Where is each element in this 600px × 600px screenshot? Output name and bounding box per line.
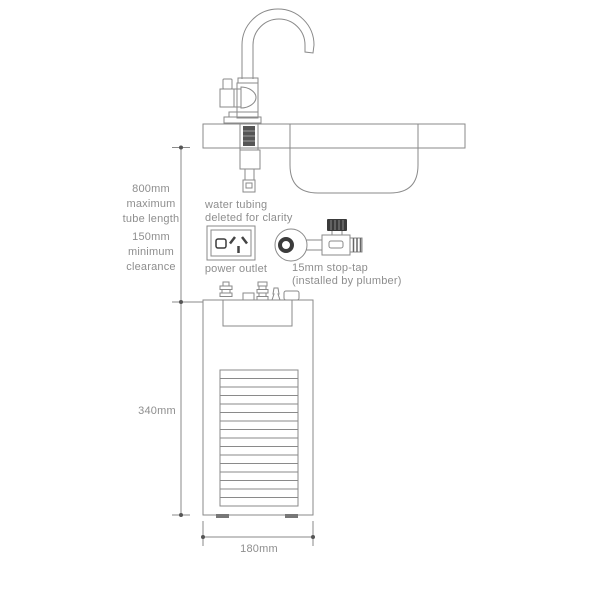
vent-grille (220, 370, 298, 506)
tubing-note-line2: deleted for clarity (205, 212, 293, 224)
tap-collar (238, 78, 258, 83)
chiller-foot-right (285, 514, 298, 518)
unit-width-label: 180mm (240, 543, 278, 555)
stop-tap-knob (327, 219, 347, 231)
gooseneck-tap-icon (220, 9, 314, 123)
min-clearance-line1: 150mm (132, 231, 170, 243)
tap-base-plate (229, 112, 258, 117)
tubing-note-line1: water tubing (205, 199, 268, 211)
stop-tap-valve-body (322, 235, 350, 255)
tap-undersink-connector (240, 123, 260, 192)
min-clearance-line2: minimum (127, 246, 174, 258)
power-outlet-label: power outlet (204, 263, 268, 275)
power-outlet-icon (207, 226, 255, 260)
min-clearance-label (112, 230, 190, 275)
connector-end (243, 180, 255, 192)
max-tube-length-label (112, 182, 190, 227)
sink-bowl-icon (290, 124, 418, 193)
connector-box (240, 150, 260, 169)
stop-tap-label-line1: 15mm stop-tap (292, 262, 368, 274)
stop-tap-label-line2: (installed by plumber) (292, 275, 402, 287)
max-tube-length-line2: maximum (126, 198, 176, 210)
countertop (203, 124, 465, 148)
max-tube-length-line1: 800mm (132, 183, 170, 195)
outlet-slots (230, 237, 247, 253)
tap-handle-tab (223, 79, 232, 89)
stop-tap-icon (275, 219, 362, 261)
gooseneck-spout (242, 9, 314, 79)
chiller-top-fittings (220, 282, 299, 300)
min-clearance-line3: clearance (126, 261, 176, 273)
under-sink-chiller-unit-icon (203, 282, 313, 518)
chiller-top-recess (223, 300, 292, 326)
tubing-note (205, 199, 293, 225)
max-tube-length-line3: tube length (122, 213, 180, 225)
tap-handle-arm (220, 89, 241, 107)
connector-neck (245, 169, 254, 180)
unit-height-label: 340mm (138, 405, 176, 417)
outlet-switch (216, 239, 226, 248)
chiller-foot-left (216, 514, 229, 518)
tap-handle-wedge (241, 87, 256, 108)
stop-tap-label (292, 262, 402, 288)
